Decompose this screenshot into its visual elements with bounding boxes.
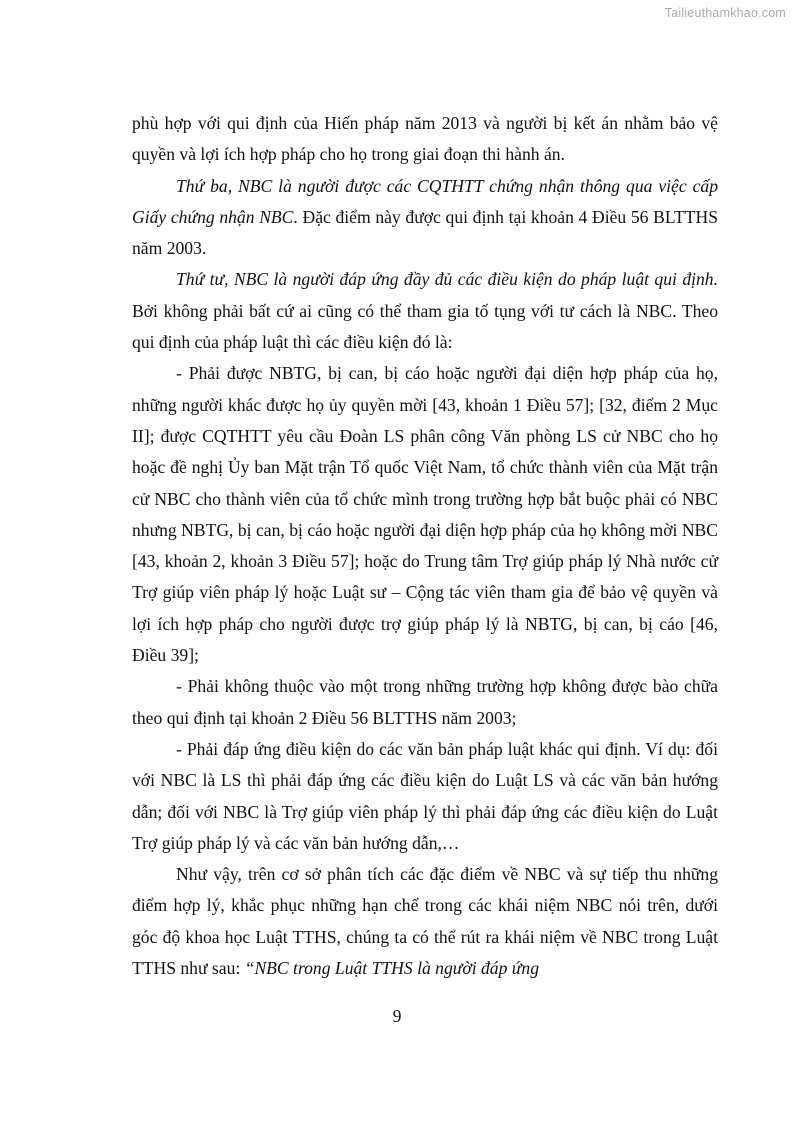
paragraph-4: - Phải được NBTG, bị can, bị cáo hoặc người đại diện hợp pháp của họ, những người khác được họ ủy quyền mời [43, khoản 1 Điều 57]; [32, điểm 2 Mục II]; được CQTHTT yêu cầu Đoàn LS phân công Văn phòng LS cử NBC cho họ hoặc đề nghị Ủy ban Mặt trận Tổ quốc Việt Nam, tổ chức thành viên của Mặt trận cử NBC cho thành viên của tổ chức mình trong trường hợp bắt buộc phải có NBC nhưng NBTG, bị can, bị cáo hoặc người đại diện hợp pháp của họ không mời NBC [43, khoản 2, khoản 3 Điều 57]; hoặc do Trung tâm Trợ giúp pháp lý Nhà nước cử Trợ giúp viên pháp lý hoặc Luật sư – Cộng tác viên tham gia để bảo vệ quyền và lợi ích hợp pháp cho người được trợ giúp pháp lý là NBTG, bị can, bị cáo [46, Điều 39]; <box>132 363 718 666</box>
paragraph-2-text: . Đặc điểm này được qui định tại khoản 4 Điều 56 BLTTHS năm 2003. <box>132 206 718 259</box>
paragraph-7 <box>132 859 718 984</box>
paragraph-3 <box>132 264 718 358</box>
paragraph-1: phù hợp với qui định của Hiến pháp năm 2013 và người bị kết án nhằm bảo vệ quyền và lợi ích hợp pháp cho họ trong giai đoạn thi hành án. <box>132 113 718 165</box>
page-body <box>132 108 718 984</box>
watermark: Tailieuthamkhao.com <box>664 6 786 20</box>
paragraph-7-text: Như vậy, trên cơ sở phân tích các đặc điểm về NBC và sự tiếp thu những điểm hợp lý, khắc phục những hạn chế trong các khái niệm NBC nói trên, dưới góc độ khoa học Luật TTHS, chúng ta có thể rút ra khái niệm về NBC trong Luật TTHS như sau: <box>132 864 718 979</box>
paragraph-3-italic: Thứ tư, NBC là người đáp ứng đầy đủ các điều kiện do pháp luật qui định. <box>176 269 718 290</box>
paragraph-2-italic: Thứ ba, NBC là người được các CQTHTT chứng nhận thông qua việc cấp Giấy chứng nhận NBC <box>132 175 718 227</box>
paragraph-3-text: Bởi không phải bất cứ ai cũng có thể tham gia tố tụng với tư cách là NBC. Theo qui định của pháp luật thì các điều kiện đó là: <box>132 300 718 353</box>
paragraph-5: - Phải không thuộc vào một trong những trường hợp không được bào chữa theo qui định tại khoản 2 Điều 56 BLTTHS năm 2003; <box>132 676 718 728</box>
paragraph-7-italic: “NBC trong Luật TTHS là người đáp ứng <box>244 958 539 979</box>
page-number: 9 <box>392 1006 402 1026</box>
paragraph-6: - Phải đáp ứng điều kiện do các văn bản pháp luật khác qui định. Ví dụ: đối với NBC là LS thì phải đáp ứng các điều kiện do Luật LS và các văn bản hướng dẫn; đối với NBC là Trợ giúp viên pháp lý thì phải đáp ứng các điều kiện do Luật Trợ giúp pháp lý và các văn bản hướng dẫn,… <box>132 738 718 853</box>
paragraph-2 <box>132 171 718 265</box>
